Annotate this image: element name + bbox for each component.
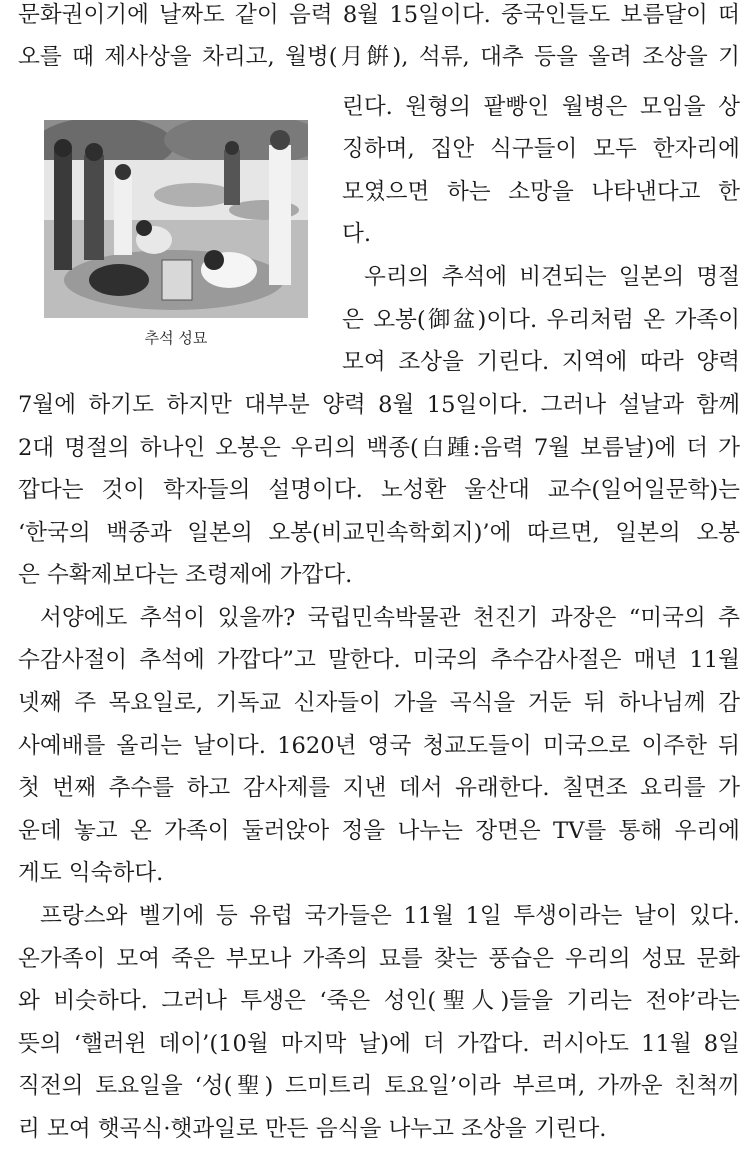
text-line-8: 은 오봉(御盆)이다. 우리처럼 온 가족이 bbox=[342, 307, 740, 333]
text-line-12: 깝다는 것이 학자들의 설명이다. 노성환 울산대 교수(일어일문학)는 bbox=[18, 477, 740, 503]
text-line-6: 다. bbox=[342, 221, 372, 247]
text-line-5: 모였으면 하는 소망을 나타낸다고 한 bbox=[342, 179, 740, 205]
text-line-16: 수감사절이 추석에 가깝다”고 말한다. 미국의 추수감사절은 매년 11월 bbox=[18, 647, 740, 673]
text-line-18: 사예배를 올리는 날이다. 1620년 영국 청교도들이 미국으로 이주한 뒤 bbox=[18, 733, 740, 759]
text-line-26: 직전의 토요일을 ‘성(聖) 드미트리 토요일’이라 부르며, 가까운 친척끼 bbox=[18, 1073, 740, 1099]
text-line-23: 온가족이 모여 죽은 부모나 가족의 묘를 찾는 풍습은 우리의 성묘 문화 bbox=[18, 946, 740, 972]
text-line-3: 린다. 원형의 팥빵인 월병은 모임을 상 bbox=[342, 94, 740, 120]
text-line-13: ‘한국의 백중과 일본의 오봉(비교민속학회지)’에 따르면, 일본의 오봉 bbox=[18, 520, 740, 546]
chuseok-photo bbox=[44, 120, 308, 318]
text-line-15: 서양에도 추석이 있을까? 국립민속박물관 천진기 과장은 “미국의 추 bbox=[40, 605, 740, 631]
text-line-1: 문화권이기에 날짜도 같이 음력 8월 15일이다. 중국인들도 보름달이 떠 bbox=[18, 2, 740, 28]
text-line-4: 징하며, 집안 식구들이 모두 한자리에 bbox=[342, 136, 740, 162]
text-line-22: 프랑스와 벨기에 등 유럽 국가들은 11월 1일 투생이라는 날이 있다. bbox=[40, 903, 740, 929]
text-line-11: 2대 명절의 하나인 오봉은 우리의 백종(白踵:음력 7월 보름날)에 더 가 bbox=[18, 435, 740, 461]
text-line-14: 은 수확제보다는 조령제에 가깝다. bbox=[18, 562, 353, 588]
text-line-27: 리 모여 햇곡식·햇과일로 만든 음식을 나누고 조상을 기린다. bbox=[18, 1116, 607, 1142]
text-line-2: 오를 때 제사상을 차리고, 월병(月餠), 석류, 대추 등을 올려 조상을 기 bbox=[18, 44, 740, 70]
photo-image bbox=[44, 120, 308, 318]
text-line-10: 7월에 하기도 하지만 대부분 양력 8월 15일이다. 그러나 설날과 함께 bbox=[18, 392, 740, 418]
text-line-24: 와 비슷하다. 그러나 투생은 ‘죽은 성인(聖人)들을 기리는 전야’라는 bbox=[18, 988, 740, 1014]
text-line-7: 우리의 추석에 비견되는 일본의 명절 bbox=[364, 264, 740, 290]
text-line-21: 게도 익숙하다. bbox=[18, 860, 164, 886]
text-line-25: 뜻의 ‘핼러윈 데이’(10월 마지막 날)에 더 가깝다. 러시아도 11월 8일 bbox=[18, 1031, 740, 1057]
text-line-19: 첫 번째 추수를 하고 감사제를 지낸 데서 유래한다. 칠면조 요리를 가 bbox=[18, 775, 740, 801]
text-line-9: 모여 조상을 기린다. 지역에 따라 양력 bbox=[342, 349, 740, 375]
text-line-20: 운데 놓고 온 가족이 둘러앉아 정을 나누는 장면은 TV를 통해 우리에 bbox=[18, 818, 740, 844]
photo-caption: 추석 성묘 bbox=[144, 329, 208, 347]
text-line-17: 넷째 주 목요일로, 기독교 신자들이 가을 곡식을 거둔 뒤 하나님께 감 bbox=[18, 690, 740, 716]
